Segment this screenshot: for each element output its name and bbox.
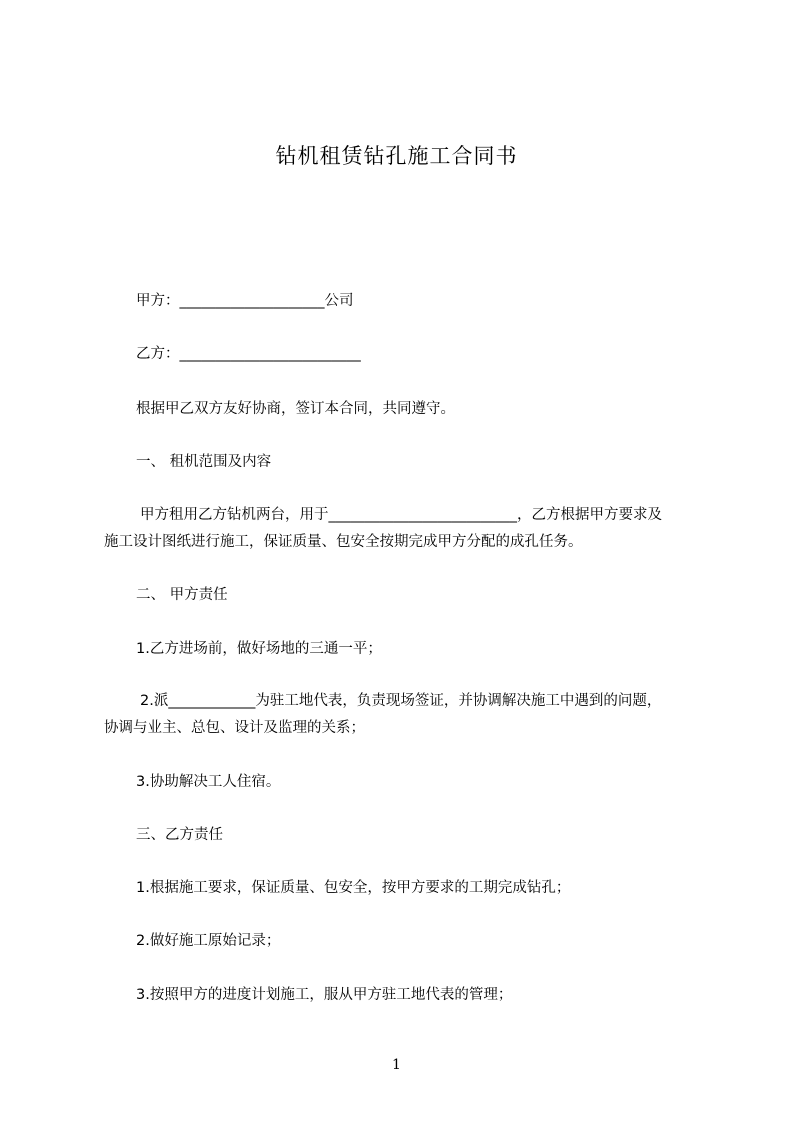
section-2-item-2-text-a: 2.派 xyxy=(140,693,169,709)
page-number: 1 xyxy=(392,1057,401,1073)
section-3-heading: 三、乙方责任 xyxy=(136,827,223,843)
party-b-blank: _________________________ xyxy=(179,346,361,362)
section-1-para-blank: __________________________ xyxy=(328,507,517,523)
section-2-heading: 二、 甲方责任 xyxy=(136,587,228,603)
party-a-suffix: 公司 xyxy=(324,293,354,309)
section-1-heading: 一、 租机范围及内容 xyxy=(136,454,272,470)
section-1-para-line2: 施工设计图纸进行施工，保证质量、包安全按期完成甲方分配的成孔任务。 xyxy=(104,534,583,550)
contract-title: 钻机租赁钻孔施工合同书 xyxy=(275,144,518,168)
section-2-item-2-line1 xyxy=(140,690,661,712)
section-1-para-text-a: 甲方租用乙方钻机两台，用于 xyxy=(140,507,329,523)
section-1-para-line1 xyxy=(140,504,662,526)
party-a-line xyxy=(136,290,354,312)
party-a-label: 甲方： xyxy=(136,293,180,309)
section-2-item-1: 1.乙方进场前，做好场地的三通一平； xyxy=(136,641,382,657)
section-3-item-3: 3.按照甲方的进度计划施工，服从甲方驻工地代表的管理； xyxy=(136,987,513,1003)
section-2-item-3: 3.协助解决工人住宿。 xyxy=(136,774,281,790)
section-2-item-2-blank: ____________ xyxy=(168,693,256,709)
party-b-label: 乙方： xyxy=(136,346,180,362)
party-a-blank: ____________________ xyxy=(179,293,325,309)
section-2-item-2-line2: 协调与业主、总包、设计及监理的关系； xyxy=(104,720,365,736)
preamble: 根据甲乙双方友好协商，签订本合同，共同遵守。 xyxy=(136,401,455,417)
section-2-item-2-text-b: 为驻工地代表，负责现场签证，并协调解决施工中遇到的问题， xyxy=(255,693,662,709)
section-3-item-1: 1.根据施工要求，保证质量、包安全，按甲方要求的工期完成钻孔； xyxy=(136,880,571,896)
party-b-line xyxy=(136,343,361,365)
section-1-para-text-b: ，乙方根据甲方要求及 xyxy=(517,507,662,523)
section-3-item-2: 2.做好施工原始记录； xyxy=(136,933,281,949)
